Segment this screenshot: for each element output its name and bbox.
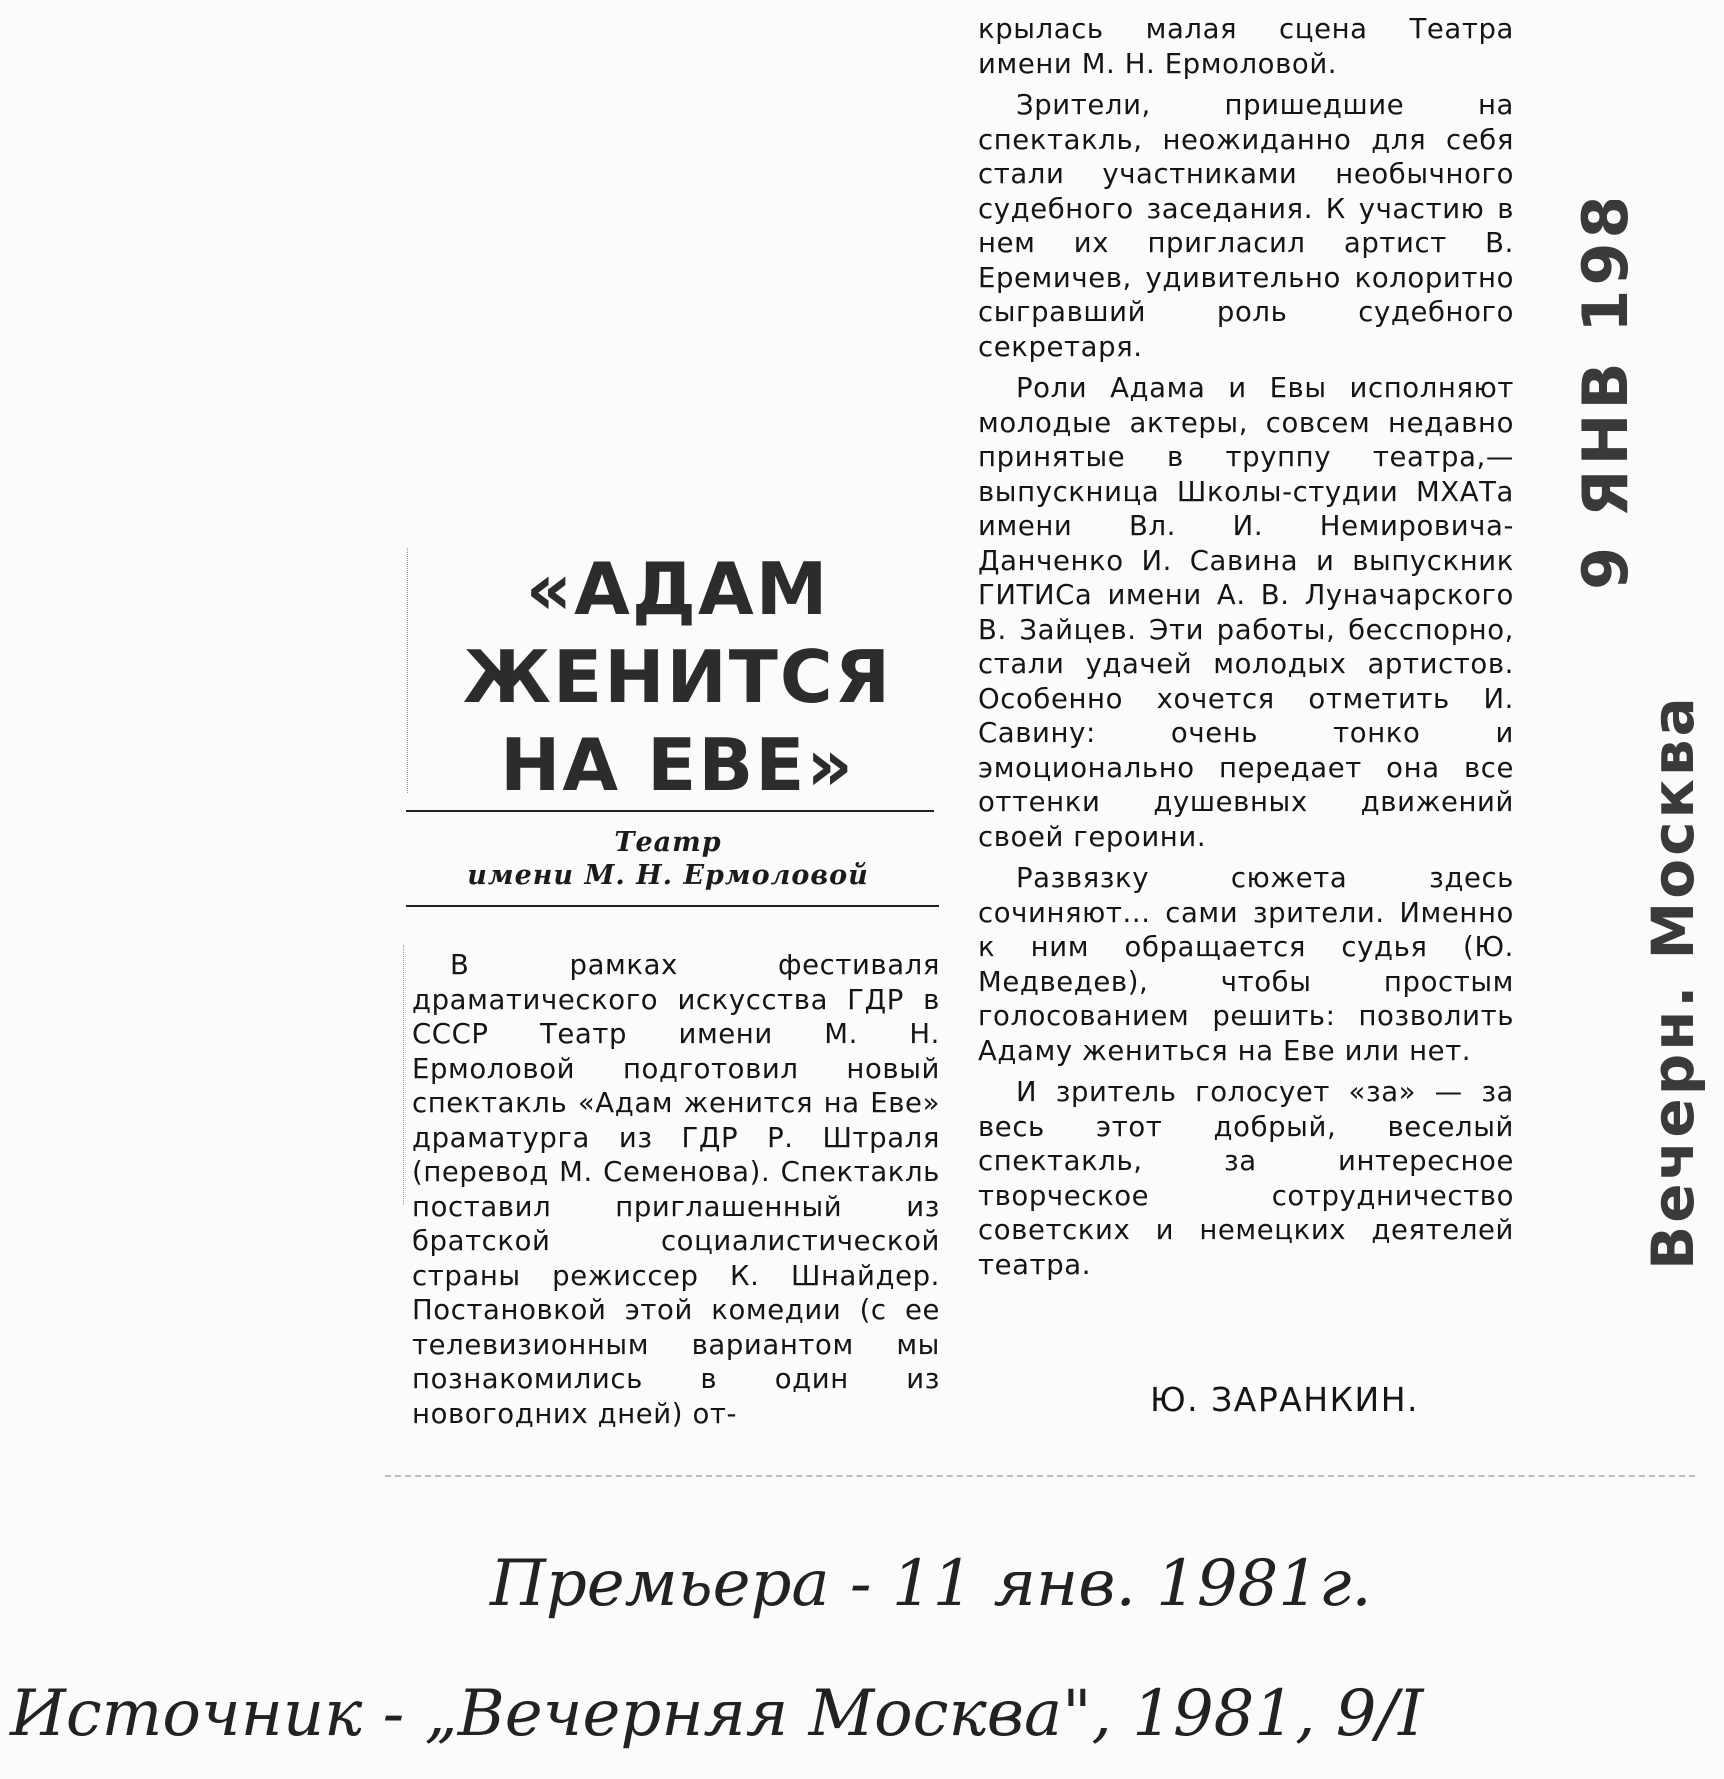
right-paragraph-4: Развязку сюжета здесь сочиняют... сами зрители. Именно к ним обращается судья (Ю. Медведев), чтобы простым голосованием решить: позволить Адаму жениться на Еве или нет. <box>978 862 1514 1067</box>
subtitle-line-2: имени М. Н. Ермоловой <box>467 860 869 891</box>
clipping-edge-mark <box>403 945 404 1205</box>
right-paragraph-3: Роли Адама и Евы исполняют молодые актеры, совсем недавно принятые в труппу театра,— выпускница Школы-студии МХАТа имени Вл. И. Немировича-Данченко И. Савина и выпускник ГИТИСа имени А. В. Луначарского В. Зайцев. Эти работы, бесспорно, стали удачей молодых артистов. Особенно хочется отметить И. Савину: очень тонко и эмоционально передает она все оттенки душевных движений своей героини. <box>978 372 1514 853</box>
left-column <box>412 948 940 1431</box>
stamp-line-2: 9 ЯНВ 1981 <box>1569 200 1642 590</box>
stamp-line-1: Вечерн. Москва <box>1639 694 1707 1270</box>
handwritten-line-1: Премьера - 11 янв. 1981г. <box>490 1547 1372 1621</box>
handwritten-note <box>0 1510 1724 1775</box>
title-line-2: ЖЕНИТСЯ <box>462 635 893 719</box>
title-line-1: «АДАМ <box>525 547 830 631</box>
title-rule-bottom <box>406 905 939 907</box>
article-author: Ю. ЗАРАНКИН. <box>1150 1380 1420 1419</box>
article-title <box>445 545 910 809</box>
left-paragraph: В рамках фестиваля драматического искусства ГДР в СССР Театр имени М. Н. Ермоловой подготовил новый спектакль «Адам женится на Еве» драматурга из ГДР Р. Штраля (перевод М. Семенова). Спектакль поставил приглашенный из братской социалистической страны режиссер К. Шнайдер. Постановкой этой комедии (с ее телевизионным вариантом мы познакомились в один из новогодних дней) от- <box>412 949 940 1430</box>
right-column <box>978 12 1514 1282</box>
title-rule-top <box>406 810 934 812</box>
title-line-3: НА ЕВЕ» <box>500 723 855 807</box>
handwritten-line-2: Источник - „Вечерняя Москва", 1981, 9/I <box>10 1677 1424 1751</box>
newspaper-date-stamp <box>1565 200 1715 1270</box>
right-paragraph-2: Зрители, пришедшие на спектакль, неожиданно для себя стали участниками необычного судебного заседания. К участию в нем их пригласил артист В. Еремичев, удивительно колоритно сыгравший роль судебного секретаря. <box>978 89 1514 363</box>
right-paragraph-5: И зритель голосует «за» — за весь этот добрый, веселый спектакль, за интересное творческое сотрудничество советских и немецких деятелей театра. <box>978 1076 1514 1281</box>
subtitle-line-1: Театр <box>614 827 722 858</box>
right-paragraph-1: крылась малая сцена Театра имени М. Н. Ермоловой. <box>978 13 1514 80</box>
cut-line <box>385 1475 1695 1477</box>
article-subtitle <box>408 826 928 892</box>
clipping-edge-mark <box>407 548 408 793</box>
